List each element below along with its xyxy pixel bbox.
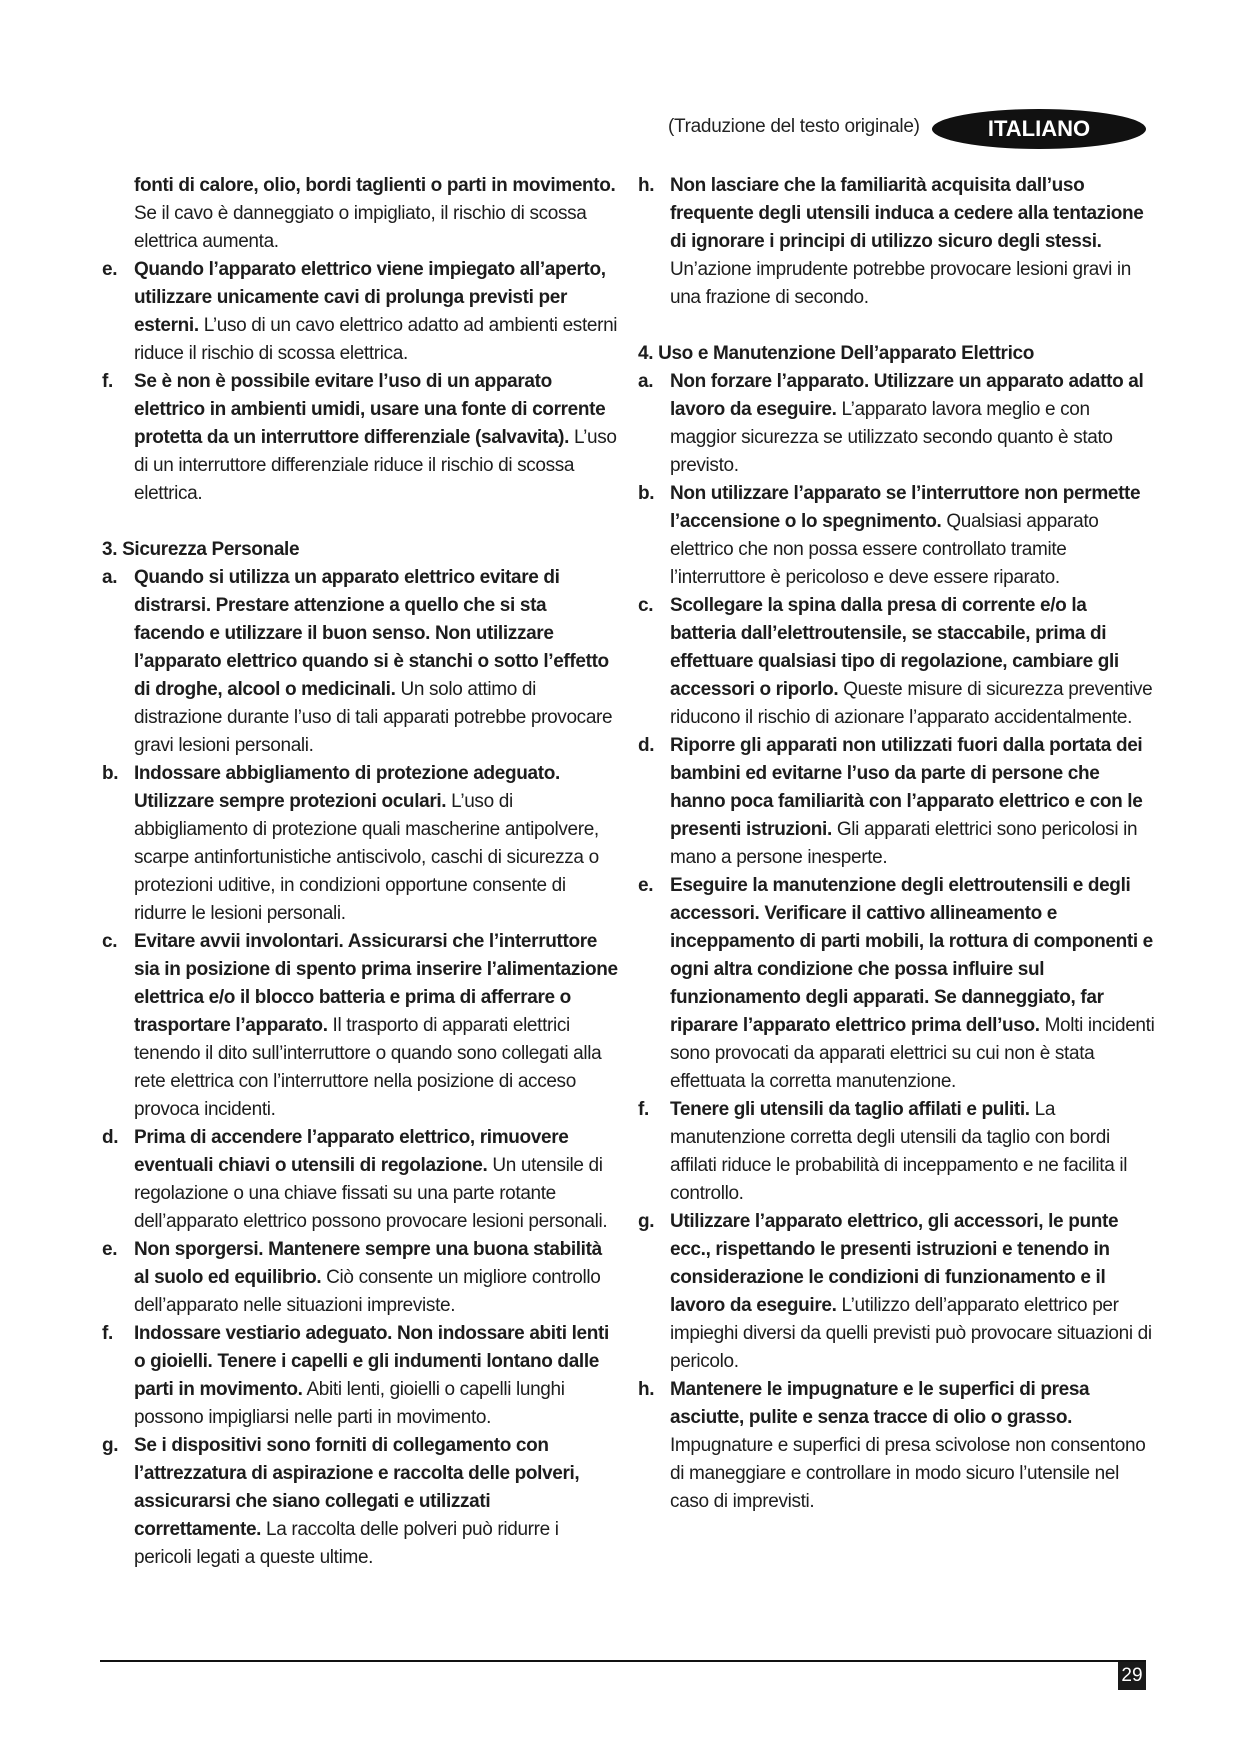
item-label: a. xyxy=(102,567,118,588)
item-body-text: Il trasporto di apparati elettrici tenendo il dito sull’interruttore o quando sono collegati alla rete elettrica con l’interruttore nella posizione di acceso provoca incidenti. xyxy=(134,1015,602,1120)
list-item-maintenance xyxy=(636,872,1156,1096)
list-item-stay-alert xyxy=(100,564,620,760)
list-item-dust-extraction xyxy=(100,1432,620,1572)
item-bold-text: Evitare avvii involontari. Assicurarsi che l’interruttore sia in posizione di spento prima inserire l’alimentazione elettrica e/o il blocco batteria e prima di afferrare o trasportare l’apparato. xyxy=(134,931,618,1036)
item-label: g. xyxy=(638,1211,655,1232)
section-heading-tool-use-care: 4. Uso e Manutenzione Dell’apparato Elettrico xyxy=(638,343,1034,364)
item-bold-text: fonti di calore, olio, bordi taglienti o parti in movimento. xyxy=(134,175,616,196)
item-label: e. xyxy=(102,1239,118,1260)
list-item-familiarity xyxy=(636,172,1156,312)
list-item-faulty-switch xyxy=(636,480,1156,592)
section-heading-personal-safety: 3. Sicurezza Personale xyxy=(102,539,300,560)
item-label: a. xyxy=(638,371,654,392)
item-bold-text: Prima di accendere l’apparato elettrico, rimuovere eventuali chiavi o utensili di regolazione. xyxy=(134,1127,569,1176)
item-bold-text: Non forzare l’apparato. Utilizzare un apparato adatto al lavoro da eseguire. xyxy=(670,371,1144,420)
item-bold-text: Tenere gli utensili da taglio affilati e puliti. xyxy=(670,1099,1030,1120)
item-label: f. xyxy=(102,371,113,392)
item-bold-text: Indossare vestiario adeguato. Non indossare abiti lenti o gioielli. Tenere i capelli e gli indumenti lontano dalle parti in movimento. xyxy=(134,1323,609,1400)
item-label: g. xyxy=(102,1435,119,1456)
item-label: c. xyxy=(638,595,654,616)
translation-note: (Traduzione del testo originale) xyxy=(668,116,920,137)
item-bold-text: Quando si utilizza un apparato elettrico evitare di distrarsi. Prestare attenzione a quello che si sta facendo e utilizzare il buon senso. Non utilizzare l’apparato elettrico quando si è stanchi o sotto l’effetto di droghe, alcool o medicinali. xyxy=(134,567,609,700)
item-bold-text: Quando l’apparato elettrico viene impiegato all’aperto, utilizzare unicamente cavi di prolunga previsti per esterni. xyxy=(134,259,606,336)
item-bold-text: Non utilizzare l’apparato se l’interruttore non permette l’accensione o lo spegnimento. xyxy=(670,483,1141,532)
item-body-text: La manutenzione corretta degli utensili da taglio con bordi affilati riduce le probabilità di inceppamento e ne facilita il controllo. xyxy=(670,1099,1128,1204)
item-label: e. xyxy=(102,259,118,280)
item-bold-text: Scollegare la spina dalla presa di corrente e/o la batteria dall’elettroutensile, se staccabile, prima di effettuare qualsiasi tipo di regolazione, cambiare gli accessori o riporlo. xyxy=(670,595,1119,700)
item-body-text: Queste misure di sicurezza preventive riducono il rischio di azionare l’apparato accidentalmente. xyxy=(670,679,1153,728)
continued-paragraph xyxy=(100,172,620,256)
item-body-text: Ciò consente un migliore controllo dell’apparato nelle situazioni impreviste. xyxy=(134,1267,601,1316)
item-bold-text: Se i dispositivi sono forniti di collegamento con l’attrezzatura di aspirazione e raccolta delle polveri, assicurarsi che siano collegati e utilizzati correttamente. xyxy=(134,1435,580,1540)
list-item-outdoor-cords xyxy=(100,256,620,368)
item-label: e. xyxy=(638,875,654,896)
item-label: b. xyxy=(102,763,119,784)
item-body-text: L’uso di un interruttore differenziale riduce il rischio di scossa elettrica. xyxy=(134,427,617,504)
list-item-unintentional-start xyxy=(100,928,620,1124)
item-body-text: La raccolta delle polveri può ridurre i pericoli legati a queste ultime. xyxy=(134,1519,559,1568)
item-body-text: Gli apparati elettrici sono pericolosi in mano a persone inesperte. xyxy=(670,819,1138,868)
item-body-text: Se il cavo è danneggiato o impigliato, il rischio di scossa elettrica aumenta. xyxy=(134,203,587,252)
item-body-text: L’apparato lavora meglio e con maggior sicurezza se utilizzato secondo quanto è stato previsto. xyxy=(670,399,1113,476)
item-bold-text: Indossare abbigliamento di protezione adeguato. Utilizzare sempre protezioni oculari. xyxy=(134,763,560,812)
item-label: f. xyxy=(638,1099,649,1120)
item-bold-text: Utilizzare l’apparato elettrico, gli accessori, le punte ecc., rispettando le presenti istruzioni e tenendo in considerazione le condizioni di funzionamento e il lavoro da eseguire. xyxy=(670,1211,1119,1316)
item-bold-text: Eseguire la manutenzione degli elettroutensili e degli accessori. Verificare il cattivo allineamento e inceppamento di parti mobili, la rottura di componenti e ogni altra condizione che possa influire sul funzionamento degli apparati. Se danneggiato, far riparare l’apparato elettrico prima dell’uso. xyxy=(670,875,1153,1036)
left-column xyxy=(100,172,620,1572)
item-body-text: Impugnature e superfici di presa scivolose non consentono di maneggiare e controllare in modo sicuro l’utensile nel caso di imprevisti. xyxy=(670,1435,1146,1512)
page-number: 29 xyxy=(1118,1662,1146,1690)
list-item-overreach xyxy=(100,1236,620,1320)
footer-rule xyxy=(100,1660,1146,1662)
item-label: d. xyxy=(638,735,655,756)
spacer xyxy=(100,508,620,536)
list-item-use-per-instructions xyxy=(636,1208,1156,1376)
item-body-text: Un’azione imprudente potrebbe provocare lesioni gravi in una frazione di secondo. xyxy=(670,259,1131,308)
item-label: c. xyxy=(102,931,118,952)
item-label: d. xyxy=(102,1127,119,1148)
item-bold-text: Mantenere le impugnature e le superfici di presa asciutte, pulite e senza tracce di olio o grasso. xyxy=(670,1379,1090,1428)
item-body-text: L’uso di un cavo elettrico adatto ad ambienti esterni riduce il rischio di scossa elettrica. xyxy=(134,315,618,364)
item-bold-text: Non sporgersi. Mantenere sempre una buona stabilità al suolo ed equilibrio. xyxy=(134,1239,602,1288)
item-body-text: Abiti lenti, gioielli o capelli lunghi possono impigliarsi nelle parti in movimento. xyxy=(134,1379,565,1428)
item-bold-text: Se è non è possibile evitare l’uso di un apparato elettrico in ambienti umidi, usare una fonte di corrente protetta da un interruttore differenziale (salvavita). xyxy=(134,371,606,448)
list-item-damp-locations xyxy=(100,368,620,508)
item-label: h. xyxy=(638,175,655,196)
item-label: f. xyxy=(102,1323,113,1344)
item-body-text: Un utensile di regolazione o una chiave fissati su una parte rotante dell’apparato elettrico possono provocare lesioni personali. xyxy=(134,1155,608,1232)
item-body-text: L’utilizzo dell’apparato elettrico per impieghi diversi da quelli previsti può provocare situazioni di pericolo. xyxy=(670,1295,1152,1372)
item-bold-text: Riporre gli apparati non utilizzati fuori dalla portata dei bambini ed evitarne l’uso da parte di persone che hanno poca familiarità con l’apparato elettrico e con le presenti istruzioni. xyxy=(670,735,1143,840)
item-bold-text: Non lasciare che la familiarità acquisita dall’uso frequente degli utensili induca a cedere alla tentazione di ignorare i principi di utilizzo sicuro degli stessi. xyxy=(670,175,1144,252)
language-badge: ITALIANO xyxy=(932,109,1146,149)
list-item-disconnect-plug xyxy=(636,592,1156,732)
item-body-text: Qualsiasi apparato elettrico che non possa essere controllato tramite l’interruttore è pericoloso e deve essere riparato. xyxy=(670,511,1099,588)
spacer xyxy=(636,312,1156,340)
list-item-dry-grips xyxy=(636,1376,1156,1516)
list-item-do-not-force xyxy=(636,368,1156,480)
item-label: b. xyxy=(638,483,655,504)
list-item-dress-properly xyxy=(100,1320,620,1432)
item-label: h. xyxy=(638,1379,655,1400)
list-item-adjusting-keys xyxy=(100,1124,620,1236)
right-column xyxy=(636,172,1156,1516)
item-body-text: Un solo attimo di distrazione durante l’uso di tali apparati potrebbe provocare gravi lesioni personali. xyxy=(134,679,613,756)
list-item-store-safely xyxy=(636,732,1156,872)
item-body-text: Molti incidenti sono provocati da apparati elettrici su cui non è stata effettuata la corretta manutenzione. xyxy=(670,1015,1155,1092)
item-body-text: L’uso di abbigliamento di protezione quali mascherine antipolvere, scarpe antinfortunistiche antiscivolo, caschi di sicurezza o protezioni uditive, in condizioni opportune consente di ridurre le lesioni personali. xyxy=(134,791,599,924)
list-item-sharp-tools xyxy=(636,1096,1156,1208)
list-item-protective-equipment xyxy=(100,760,620,928)
